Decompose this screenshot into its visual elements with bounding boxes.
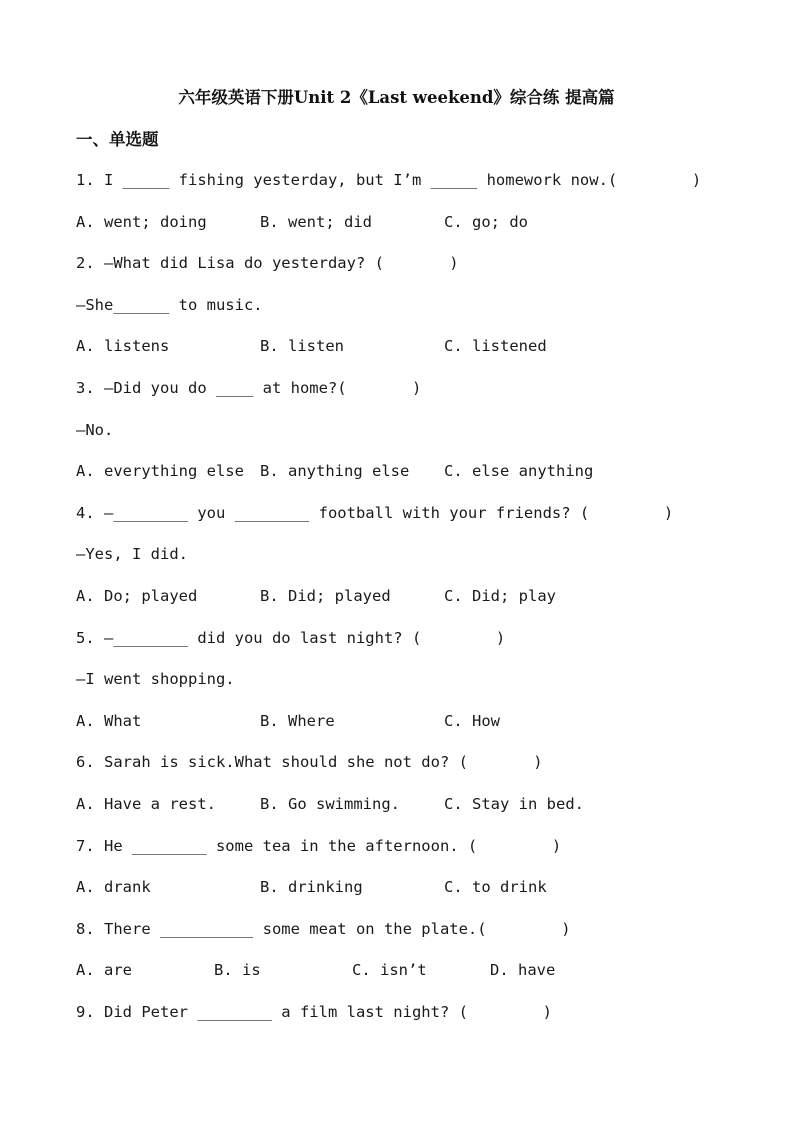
question-stem: 7. He ________ some tea in the afternoon. ( ) (76, 837, 562, 855)
question-stem: 1. I _____ fishing yesterday, but I’m _____ homework now.( ) (76, 171, 702, 189)
answer-option: D. have (490, 961, 556, 979)
answer-option: A. What (76, 712, 142, 730)
answer-option: A. everything else (76, 462, 244, 480)
question-dialogue-line: —She______ to music. (76, 296, 263, 314)
question-dialogue-line: —Yes, I did. (76, 545, 188, 563)
question-stem: 4. —________ you ________ football with your friends? ( ) (76, 504, 674, 522)
question-dialogue-line: —No. (76, 421, 114, 439)
answer-option: B. anything else (260, 462, 410, 480)
answer-option: C. else anything (444, 462, 594, 480)
answer-option: B. listen (260, 337, 344, 355)
answer-option: B. Go swimming. (260, 795, 400, 813)
question-stem: 9. Did Peter ________ a film last night? ( ) (76, 1003, 552, 1021)
answer-option: B. is (214, 961, 261, 979)
answer-option: C. Did; play (444, 587, 556, 605)
answer-option: A. listens (76, 337, 170, 355)
answer-option: C. How (444, 712, 500, 730)
answer-option: C. listened (444, 337, 547, 355)
answer-option: C. to drink (444, 878, 547, 896)
page-title: 六年级英语下册Unit 2《Last weekend》综合练 提高篇 (178, 88, 615, 107)
answer-option: A. are (76, 961, 132, 979)
answer-option: A. Do; played (76, 587, 198, 605)
question-stem: 2. —What did Lisa do yesterday? ( ) (76, 254, 459, 272)
question-dialogue-line: —I went shopping. (76, 670, 235, 688)
answer-option: A. drank (76, 878, 151, 896)
question-stem: 6. Sarah is sick.What should she not do? ( ) (76, 753, 543, 771)
answer-option: A. Have a rest. (76, 795, 216, 813)
section-heading: 一、单选题 (76, 130, 159, 149)
answer-option: B. drinking (260, 878, 363, 896)
answer-option: C. Stay in bed. (444, 795, 584, 813)
question-stem: 3. —Did you do ____ at home?( ) (76, 379, 422, 397)
question-stem: 5. —________ did you do last night? ( ) (76, 629, 506, 647)
answer-option: B. went; did (260, 213, 372, 231)
answer-option: B. Did; played (260, 587, 391, 605)
answer-option: B. Where (260, 712, 335, 730)
answer-option: C. go; do (444, 213, 528, 231)
question-stem: 8. There __________ some meat on the plate.( ) (76, 920, 571, 938)
answer-option: C. isn’t (352, 961, 427, 979)
answer-option: A. went; doing (76, 213, 207, 231)
